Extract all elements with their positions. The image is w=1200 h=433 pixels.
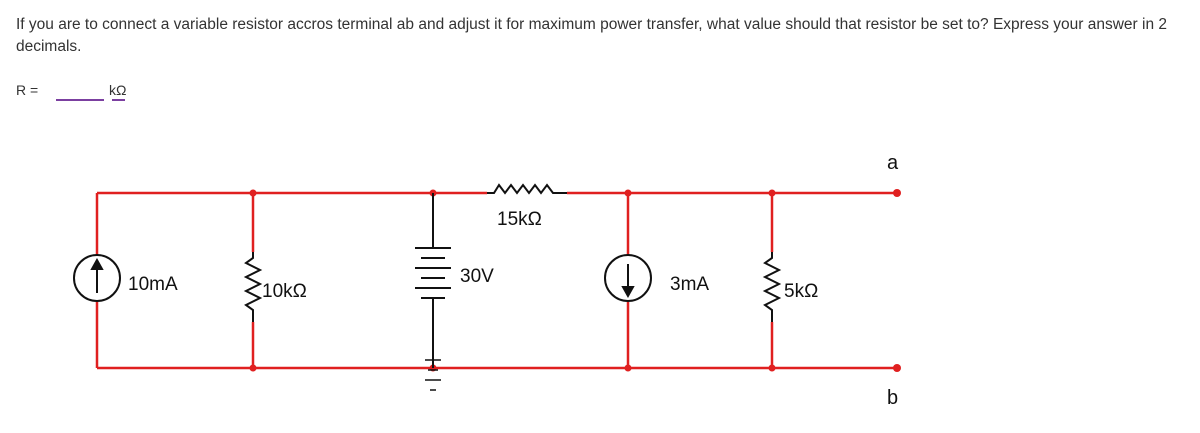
resistor-right-label: 5kΩ xyxy=(784,281,819,302)
resistor-left xyxy=(246,252,260,322)
current-source-left-label: 10mA xyxy=(128,274,178,295)
terminal-a-label: a xyxy=(887,152,899,174)
terminal-b-label: b xyxy=(887,387,899,409)
resistor-series xyxy=(487,185,567,193)
answer-unit: kΩ xyxy=(109,82,127,98)
voltage-source xyxy=(415,193,451,368)
resistor-left-label: 10kΩ xyxy=(262,281,307,302)
current-source-right xyxy=(605,255,651,301)
resistor-right xyxy=(765,252,779,322)
current-source-left xyxy=(74,255,120,301)
answer-label: R = xyxy=(16,82,39,98)
voltage-source-label: 30V xyxy=(460,266,494,287)
resistor-series-label: 15kΩ xyxy=(497,209,542,230)
current-source-right-label: 3mA xyxy=(670,274,710,295)
question-text: If you are to connect a variable resistor accros terminal ab and adjust it for maximum power transfer, what value should that resistor be set to? Express your answer in 2 decimals. xyxy=(16,16,1167,55)
